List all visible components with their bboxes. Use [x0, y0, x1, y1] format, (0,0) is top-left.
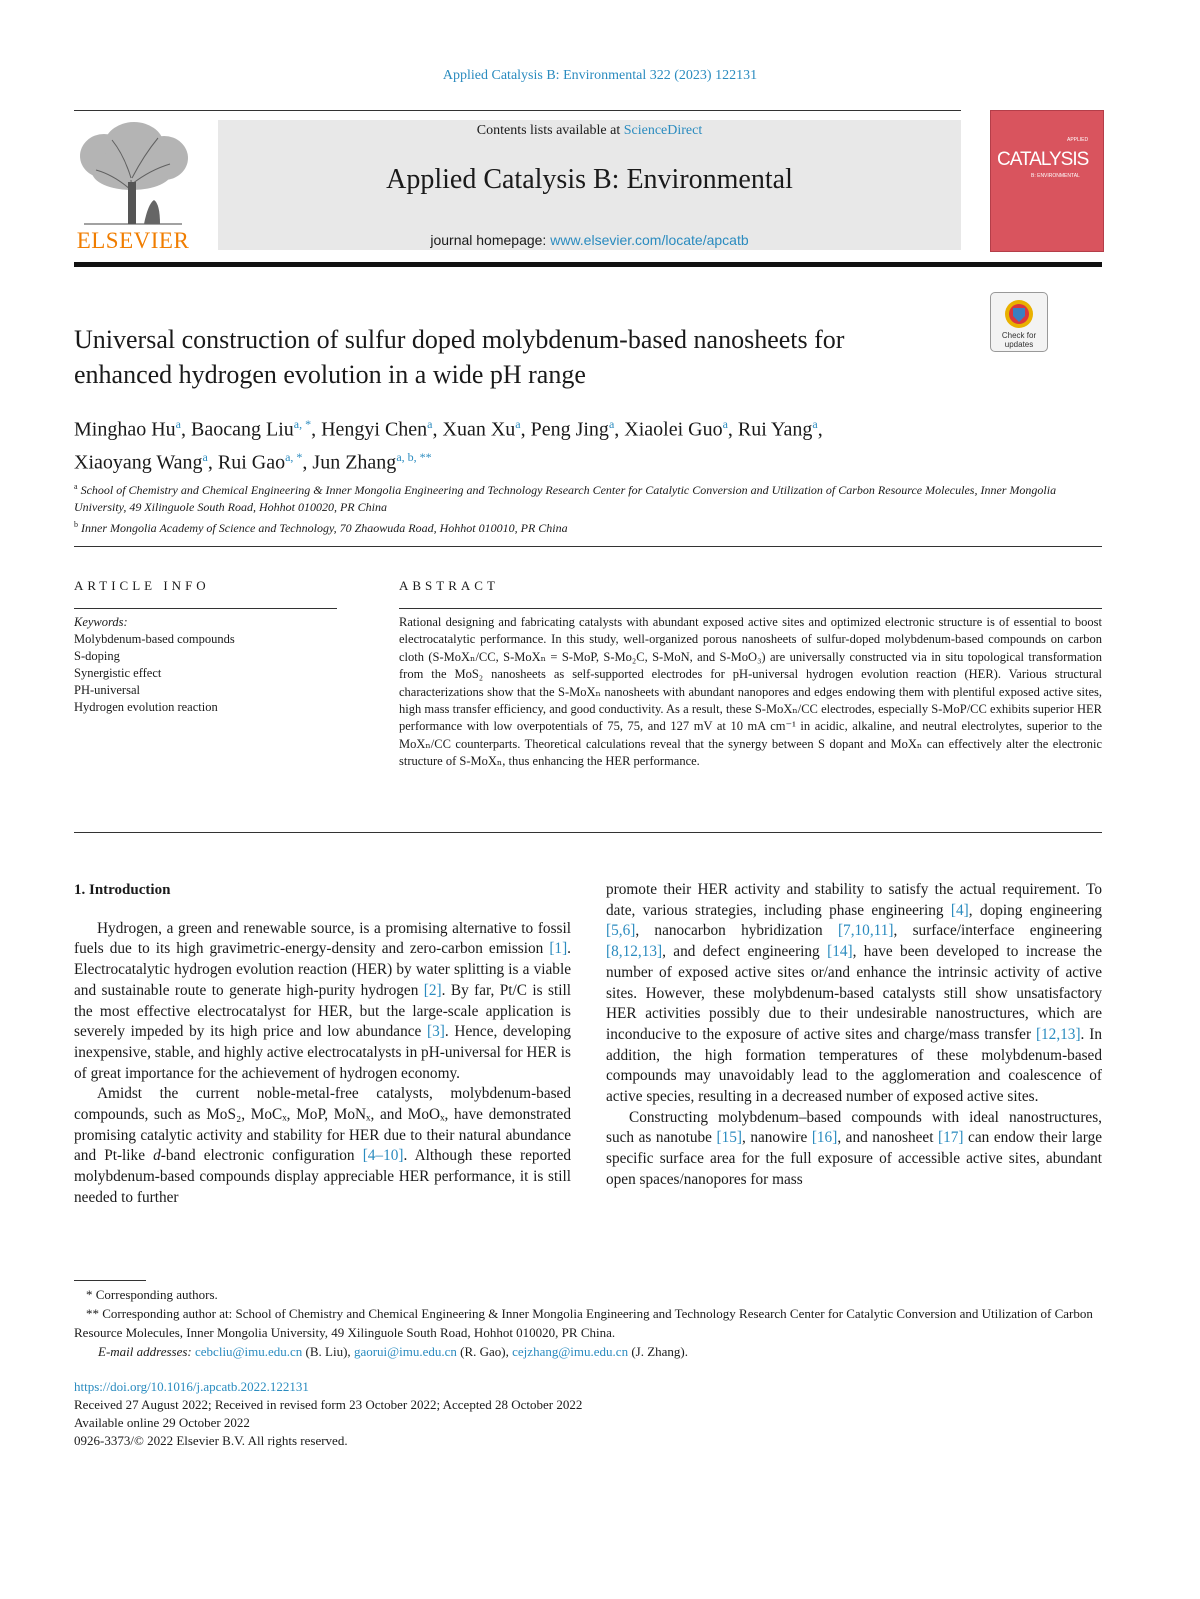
section-heading-introduction: 1. Introduction [74, 882, 171, 898]
author-name[interactable]: Xuan Xu [442, 418, 516, 441]
sciencedirect-link[interactable]: ScienceDirect [623, 123, 703, 138]
author-affiliation-mark[interactable]: a [812, 417, 818, 431]
email-link[interactable]: cejzhang@imu.edu.cn [512, 1344, 629, 1359]
author-affiliation-mark[interactable]: a [202, 449, 208, 464]
check-for-updates-label: Check for updates [1001, 331, 1037, 349]
author-affiliation-mark[interactable]: a [722, 417, 728, 431]
author-separator: , [181, 418, 191, 441]
keyword-list [74, 631, 337, 716]
author-separator: , [207, 451, 218, 474]
elsevier-wordmark: ELSEVIER [76, 228, 190, 253]
copyright: 0926-3373/© 2022 Elsevier B.V. All rights reserved. [74, 1433, 348, 1448]
author-name[interactable]: Hengyi Chen [321, 418, 428, 441]
email-link[interactable]: gaorui@imu.edu.cn [353, 1344, 457, 1359]
body-column-right [606, 880, 1102, 1191]
affiliation-b: $^b$ Inner Mongolia Academy of Science and Technology, 70 Zhaowuda Road, Hohhot 010010, PR China [74, 520, 568, 535]
citation-link[interactable]: [4] [950, 901, 969, 919]
citation-link[interactable]: [4–10] [362, 1147, 404, 1165]
author-name[interactable]: Rui Gao [217, 451, 286, 474]
affiliations [74, 478, 1102, 537]
citation-link[interactable]: [5,6] [606, 922, 636, 940]
citation-link[interactable]: [8,12,13] [606, 943, 663, 961]
body-column-left [74, 880, 571, 1209]
author-affiliation-mark[interactable]: a [515, 417, 521, 431]
journal-homepage-link[interactable]: www.elsevier.com/locate/apcatb [550, 232, 749, 248]
citation-link[interactable]: [14] [827, 943, 853, 961]
elsevier-logo[interactable] [74, 120, 192, 252]
footnotes [74, 1285, 1102, 1361]
author-name[interactable]: Baocang Liu [191, 418, 294, 441]
author-name[interactable]: Minghao Hu [74, 418, 176, 441]
citation-link[interactable]: [12,13] [1035, 1025, 1081, 1043]
title-line-1: Universal construction of sulfur doped molybdenum-based nanosheets for [74, 325, 845, 354]
article-info-divider [74, 608, 337, 609]
author-list [74, 411, 1074, 476]
footnote-divider [74, 1280, 146, 1281]
intro-paragraph-2: Amidst the current noble-metal-free catalysts, molybdenum-based compounds, such as MoS₂, MoCₓ, MoP, MoNₓ, and MoOₓ, have demonstrated promising catalytic activity and stability for HER due to their natural abundance and Pt-like d-band electronic configuration [4–10]. Although these reported molybdenum-based compounds display appreciable HER performance, it is still needed to further [74, 1085, 572, 1206]
cover-title: CATALYSIS [997, 149, 1089, 170]
journal-title: Applied Catalysis B: Environmental [386, 164, 793, 195]
author-affiliation-mark[interactable]: a [175, 417, 181, 431]
keyword-item: Molybdenum-based compounds [74, 632, 235, 646]
keyword-item: Synergistic effect [74, 666, 162, 680]
keyword-item: S-doping [74, 649, 120, 663]
keywords-block [74, 614, 337, 716]
abstract-divider [399, 608, 1102, 609]
author-name[interactable]: Rui Yang [737, 418, 813, 441]
keywords-label: Keywords: [74, 615, 128, 629]
journal-cover-thumbnail[interactable] [990, 110, 1104, 252]
intro-paragraph-2-continued: promote their HER activity and stability to satisfy the actual requirement. To date, various strategies, including phase engineering [4], doping engineering [5,6], nanocarbon hybridization [7,10,11], surface/interface engineering [8,12,13], and defect engineering [14], have been developed to increase the number of exposed active sites or/and enhance the intrinsic activity of active sites. However, these molybdenum-based catalysts still show unsatisfactory HER activities possibly due to their undesirable nanostructures, which are inconducive to the exposure of active sites and charge/mass transfer [12,13]. In addition, the high formation temperatures of these molybdenum-based compounds may unavoidably lead to the agglomeration and coalescence of active species, resulting in a decreased number of exposed active sites. [606, 881, 1103, 1106]
publication-info [74, 1378, 874, 1450]
cover-subtitle: B: ENVIRONMENTAL [1031, 173, 1080, 179]
keyword-item: Hydrogen evolution reaction [74, 700, 218, 714]
intro-paragraph-1: Hydrogen, a green and renewable source, is a promising alternative to fossil fuels due to its high gravimetric-energy-density and zero-carbon emission [1]. Electrocatalytic hydrogen evolution reaction (HER) by water splitting is a viable and sustainable route to generate high-purity hydrogen [2]. By far, Pt/C is still the most effective electrocatalyst for HER, but the large-scale application is severely impeded by its high price and low abundance [3]. Hence, developing inexpensive, stable, and highly active electrocatalysts in pH-universal for HER is of great importance for the achievement of hydrogen economy. [74, 919, 572, 1082]
crossmark-icon [991, 295, 1047, 335]
cover-prefix: APPLIED [1067, 137, 1089, 143]
author-affiliation-mark[interactable]: a [427, 417, 433, 431]
journal-header-band [218, 120, 961, 250]
author-affiliation-mark[interactable]: a, * [293, 417, 312, 431]
available-online: Available online 29 October 2022 [74, 1415, 250, 1430]
email-link[interactable]: cebcliu@imu.edu.cn [195, 1344, 303, 1359]
abstract-heading: ABSTRACT [399, 578, 499, 593]
citation-link[interactable]: [15] [716, 1129, 742, 1147]
citation-link[interactable]: [1] [549, 940, 568, 958]
intro-paragraph-3: Constructing molybdenum–based compounds with ideal nanostructures, such as nanotube [15], nanowire [16], and nanosheet [17] can endow their large specific surface area for the full exposure of accessible active sites, abundant open spaces/nanopores for mass [606, 1108, 1103, 1188]
author-separator: , [520, 418, 531, 441]
author-name[interactable]: Xiaoyang Wang [74, 451, 203, 474]
citation-link[interactable]: [17] [938, 1129, 964, 1147]
header-thick-divider [74, 262, 1102, 267]
author-separator: , [432, 418, 443, 441]
author-affiliation-mark[interactable]: a, b, ** [396, 449, 432, 464]
header-divider [74, 110, 961, 111]
footnote-emails: E-mail addresses: cebcliu@imu.edu.cn (B. Liu), gaorui@imu.edu.cn (R. Gao), cejzhang@imu.edu.cn (J. Zhang). [98, 1344, 689, 1359]
author-name[interactable]: Xiaolei Guo [624, 418, 723, 441]
abstract-text: Rational designing and fabricating catalysts with abundant exposed active sites and optimized electronic structure is of essential to boost electrocatalytic performance. In this study, well-organized porous nanosheets of sulfur-doped molybdenum-based compounds on carbon cloth (S-MoXₙ/CC, S-MoXₙ = S-MoP, S-Mo₂C, S-MoN, and S-MoO₃) are universally constructed via in situ topological transformation from the MoS₂ nanosheets as self-supported electrodes for pH-universal hydrogen evolution reaction (HER). Various structural characterizations show that the S-MoXₙ nanosheets with abundant nanopores and edges endowing them with plentiful exposed active sites, high mass transfer efficiency, and good conductivity. As a result, these S-MoXₙ/CC electrodes, especially S-MoP/CC exhibits superior HER performance with low overpotentials of 75, 75, and 127 mV at 10 mA cm⁻¹ in acidic, alkaline, and neutral electrolytes, superior to the MoXₙ/CC counterparts. Theoretical calculations reveal that the synergy between S dopant and MoXₙ can effectively alter the electronic structure of S-MoXₙ, thus enhancing the HER performance. [399, 615, 1102, 769]
elsevier-tree-icon [74, 120, 192, 228]
author-affiliation-mark[interactable]: a [608, 417, 615, 431]
article-info-heading: ARTICLE INFO [74, 578, 210, 593]
contents-available-line: Contents lists available at ScienceDirect [476, 123, 703, 138]
check-for-updates-button[interactable] [990, 292, 1048, 352]
author-separator: , [614, 418, 625, 441]
received-dates: Received 27 August 2022; Received in revised form 23 October 2022; Accepted 28 October 2022 [74, 1397, 583, 1412]
title-line-2: enhanced hydrogen evolution in a wide pH range [74, 360, 586, 389]
citation-link[interactable]: [3] [427, 1023, 445, 1041]
keyword-item: PH-universal [74, 683, 140, 697]
journal-reference-link[interactable]: Applied Catalysis B: Environmental 322 (2023) 122131 [442, 68, 758, 83]
citation-link[interactable]: [7,10,11] [837, 922, 894, 940]
author-separator: , [817, 418, 823, 441]
author-separator: , [727, 418, 738, 441]
footnote-corresponding-authors: * Corresponding authors. [86, 1287, 218, 1302]
author-separator: , [302, 451, 313, 474]
author-name[interactable]: Peng Jing [530, 418, 609, 441]
journal-homepage-line: journal homepage: www.elsevier.com/locate/apcatb [430, 232, 749, 248]
affiliation-a: $^a$ School of Chemistry and Chemical Engineering & Inner Mongolia Engineering and Technology Research Center for Catalytic Conversion and Utilization of Carbon Resource Molecules, Inner Mongolia University, 49 Xilinguole South Road, Hohhot 010020, PR China [74, 482, 1057, 514]
doi-link[interactable]: https://doi.org/10.1016/j.apcatb.2022.122131 [74, 1379, 309, 1394]
author-name[interactable]: Jun Zhang [312, 451, 397, 474]
abstract-bottom-divider [74, 832, 1102, 833]
affiliation-divider [74, 546, 1102, 547]
paper-title [74, 322, 964, 392]
footnote-corresponding-author: ** Corresponding author at: School of Chemistry and Chemical Engineering & Inner Mongolia Engineering and Technology Research Center for Catalytic Conversion and Utilization of Carbon Resource Molecules, Inner Mongolia University, 49 Xilinguole South Road, Hohhot 010020, PR China. [74, 1306, 1093, 1340]
author-separator: , [311, 418, 322, 441]
author-affiliation-mark[interactable]: a, * [285, 449, 303, 464]
citation-link[interactable]: [16] [811, 1129, 838, 1147]
citation-link[interactable]: [2] [423, 981, 442, 999]
